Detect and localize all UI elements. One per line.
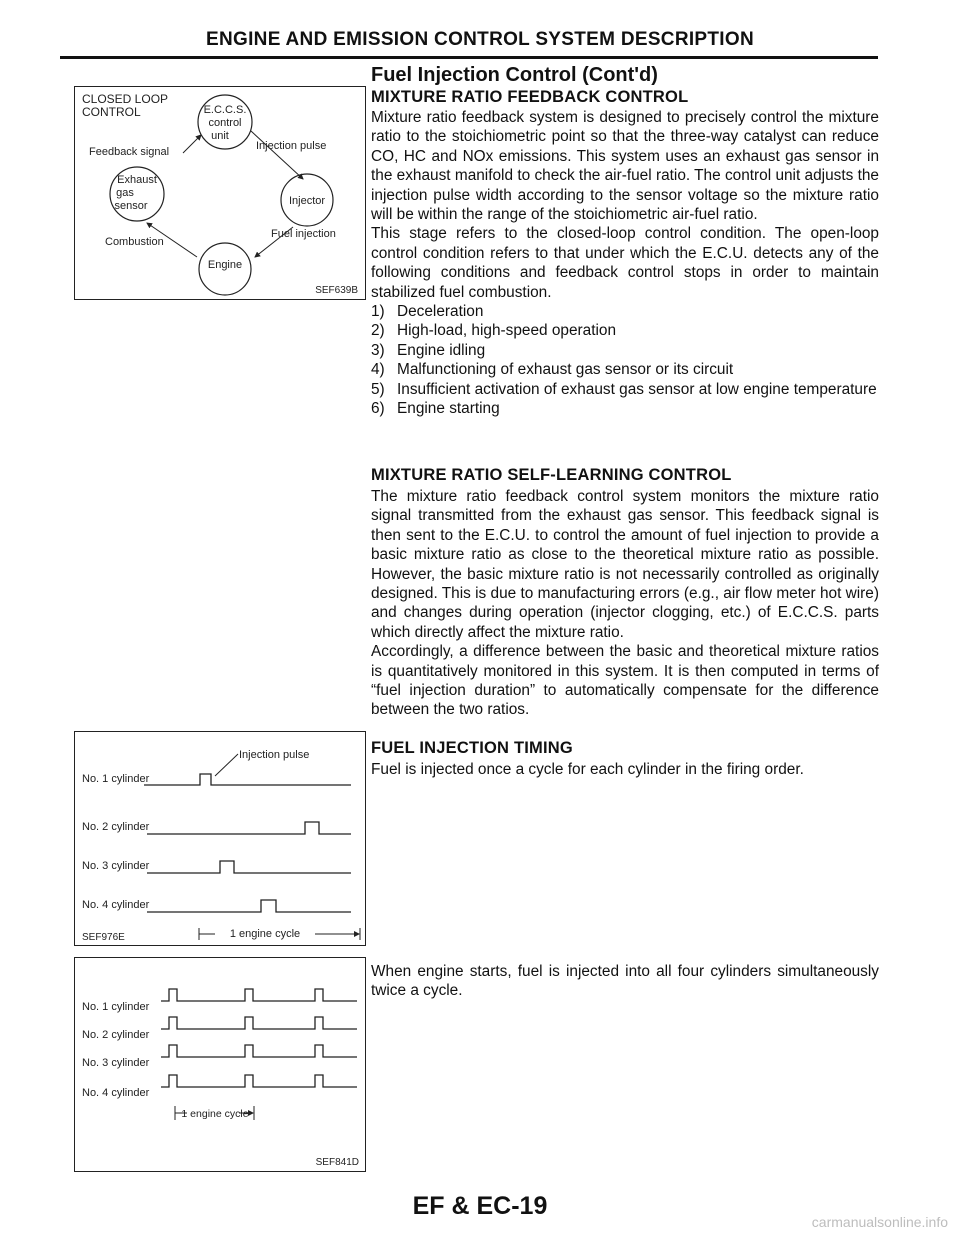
injection-pulse-label: Injection pulse bbox=[256, 140, 327, 152]
closed-loop-title-2: CONTROL bbox=[82, 105, 141, 119]
engine-label: Engine bbox=[207, 259, 243, 271]
cylinder-3-label: No. 3 cylinder bbox=[82, 860, 150, 872]
feedback-body bbox=[371, 108, 879, 419]
timing-heading: FUEL INJECTION TIMING bbox=[371, 739, 573, 757]
start-injection-diagram bbox=[74, 957, 366, 1172]
header-rule bbox=[60, 56, 878, 59]
cylinder-2-pulse-trace bbox=[161, 1017, 357, 1029]
watermark: carmanualsonline.info bbox=[811, 1214, 948, 1230]
injector-label: Injector bbox=[288, 195, 326, 207]
cylinder-3-pulse-trace bbox=[161, 1045, 357, 1057]
ecu-label-1: E.C.C.S. bbox=[203, 104, 247, 116]
self-learning-paragraph-1: The mixture ratio feedback control system monitors the mixture ratio signal transmitted from the exhaust gas sensor. This feedback signal is then sent to the E.C.U. to control the amount of fuel injection to provide a basic mixture ratio as close to the theoretical mixture ratio as possible. However, the basic mixture ratio is not necessarily controlled as originally designed. This is due to manufacturing errors (e.g., air flow meter hot wire) and changes during operation (injector clogging, etc.) of E.C.C.S. parts which directly affect the mixture ratio. bbox=[371, 488, 879, 641]
injection-pulse-leader bbox=[215, 754, 238, 776]
figure-code: SEF639B bbox=[315, 285, 358, 296]
cylinder-3-pulse-trace bbox=[147, 861, 351, 873]
list-item: 5) Insufficient activation of exhaust gas sensor at low engine temperature bbox=[371, 380, 877, 398]
self-learning-paragraph-2: Accordingly, a difference between the basic and theoretical mixture ratios is quantitatively monitored in this system. It is then computed in terms of “fuel injection duration” to automatically compensate for the difference between the two ratios. bbox=[371, 643, 879, 719]
page-number: EF & EC-19 bbox=[412, 1192, 548, 1220]
cycle-label: 1 engine cycle bbox=[229, 928, 301, 940]
feedback-paragraph-2: This stage refers to the closed-loop control condition. The open-loop control condition refers to that under which the E.C.U. detects any of the following conditions and feedback control stops in order to maintain stabilized fuel combustion. bbox=[371, 225, 879, 301]
injection-pulse-label: Injection pulse bbox=[239, 749, 310, 761]
cylinder-4-pulse-trace bbox=[147, 900, 351, 912]
self-learning-body bbox=[371, 487, 879, 720]
cycle-label: 1 engine cycle bbox=[181, 1108, 249, 1120]
cylinder-4-label: No. 4 cylinder bbox=[82, 1087, 150, 1099]
injection-timing-diagram bbox=[74, 731, 366, 946]
cylinder-2-label: No. 2 cylinder bbox=[82, 821, 150, 833]
engine-start-text: When engine starts, fuel is injected into all four cylinders simultaneously twice a cycle. bbox=[371, 963, 879, 1000]
arrow-ecu-to-injector bbox=[251, 131, 303, 179]
combustion-label: Combustion bbox=[105, 236, 164, 248]
fuel-injection-label: Fuel injection bbox=[271, 228, 336, 240]
figure-code: SEF976E bbox=[82, 932, 125, 943]
figure-code: SEF841D bbox=[315, 1157, 359, 1168]
cylinder-2-pulse-trace bbox=[147, 822, 351, 834]
exhaust-label-2: gas bbox=[116, 187, 134, 199]
self-learning-heading: MIXTURE RATIO SELF-LEARNING CONTROL bbox=[371, 466, 732, 484]
exhaust-label-3: sensor bbox=[114, 200, 148, 212]
cylinder-1-pulse-trace bbox=[161, 989, 357, 1001]
cylinder-1-pulse-trace bbox=[144, 774, 351, 785]
section-title: Fuel Injection Control (Cont'd) bbox=[371, 64, 658, 86]
list-item: 4) Malfunctioning of exhaust gas sensor or its circuit bbox=[371, 361, 734, 379]
closed-loop-title: CLOSED LOOP bbox=[82, 92, 169, 106]
list-item: 2) High-load, high-speed operation bbox=[371, 322, 617, 340]
cylinder-1-label: No. 1 cylinder bbox=[82, 773, 150, 785]
list-item: 6) Engine starting bbox=[371, 400, 500, 418]
list-item: 1) Deceleration bbox=[371, 303, 484, 321]
feedback-paragraph-1: Mixture ratio feedback system is designed to precisely control the mixture ratio to the stoichiometric point so that the three-way catalyst can reduce CO, HC and NOx emissions. This system uses an exhaust gas sensor in the exhaust manifold to check the air-fuel ratio. The control unit adjusts the injection pulse width according to the sensor voltage so the mixture ratio will be within the range of the stoichiometric air-fuel ratio. bbox=[371, 109, 879, 224]
open-loop-conditions bbox=[371, 302, 879, 418]
list-item: 3) Engine idling bbox=[371, 341, 486, 359]
cylinder-3-label: No. 3 cylinder bbox=[82, 1057, 150, 1069]
page-header-title: ENGINE AND EMISSION CONTROL SYSTEM DESCRIPTION bbox=[206, 29, 754, 50]
cylinder-4-label: No. 4 cylinder bbox=[82, 899, 150, 911]
cylinder-2-label: No. 2 cylinder bbox=[82, 1029, 150, 1041]
timing-text: Fuel is injected once a cycle for each cylinder in the firing order. bbox=[371, 761, 804, 778]
ecu-label-2: control bbox=[208, 117, 242, 129]
exhaust-label-1: Exhaust bbox=[117, 174, 157, 186]
ecu-label-3: unit bbox=[211, 130, 229, 142]
cylinder-4-pulse-trace bbox=[161, 1075, 357, 1087]
arrow-sensor-to-ecu bbox=[183, 135, 201, 153]
closed-loop-diagram bbox=[74, 86, 366, 300]
cylinder-1-label: No. 1 cylinder bbox=[82, 1001, 150, 1013]
feedback-heading: MIXTURE RATIO FEEDBACK CONTROL bbox=[371, 88, 689, 106]
feedback-signal-label: Feedback signal bbox=[89, 146, 170, 158]
